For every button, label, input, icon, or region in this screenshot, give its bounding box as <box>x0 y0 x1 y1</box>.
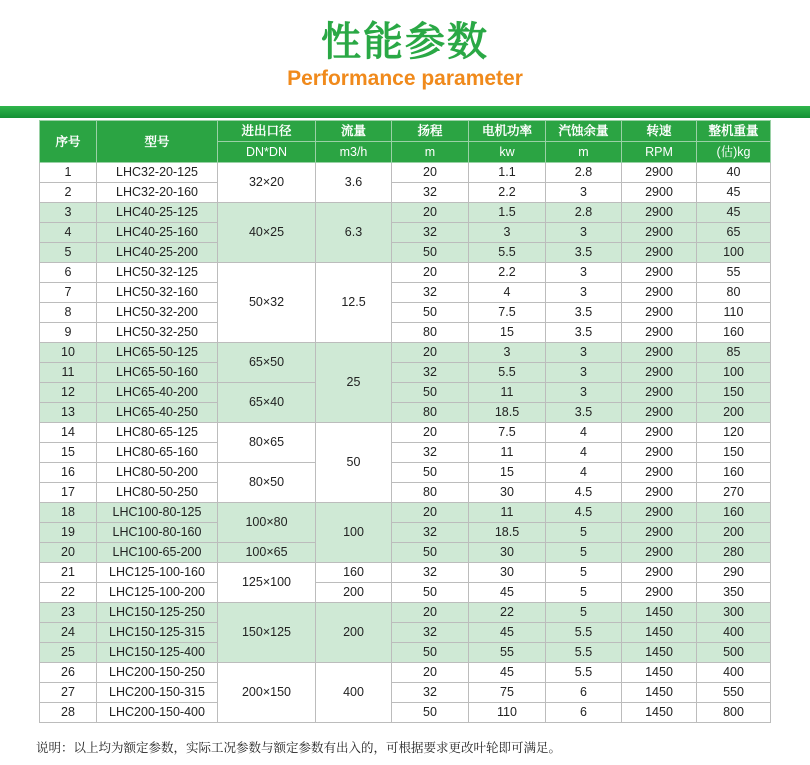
table-row <box>40 543 771 563</box>
cell-head: 32 <box>392 363 469 383</box>
cell-model: LHC32-20-160 <box>97 183 218 203</box>
cell-weight: 40 <box>697 163 771 183</box>
header-model: 型号 <box>97 121 218 163</box>
cell-npsh: 5.5 <box>546 623 622 643</box>
cell-seq: 24 <box>40 623 97 643</box>
table-row <box>40 203 771 223</box>
cell-power: 15 <box>469 463 546 483</box>
cell-speed: 2900 <box>622 283 697 303</box>
cell-port: 65×40 <box>218 383 316 423</box>
cell-speed: 2900 <box>622 483 697 503</box>
cell-head: 80 <box>392 483 469 503</box>
cell-speed: 1450 <box>622 623 697 643</box>
table-row <box>40 703 771 723</box>
header-speed-unit: RPM <box>622 142 697 163</box>
header-speed: 转速 <box>622 121 697 142</box>
header-weight-unit: (估)kg <box>697 142 771 163</box>
cell-speed: 2900 <box>622 463 697 483</box>
table-row <box>40 603 771 623</box>
cell-speed: 2900 <box>622 323 697 343</box>
cell-power: 55 <box>469 643 546 663</box>
cell-seq: 11 <box>40 363 97 383</box>
cell-seq: 5 <box>40 243 97 263</box>
cell-head: 32 <box>392 183 469 203</box>
cell-model: LHC125-100-160 <box>97 563 218 583</box>
cell-model: LHC150-125-315 <box>97 623 218 643</box>
cell-port: 100×80 <box>218 503 316 543</box>
cell-npsh: 5 <box>546 603 622 623</box>
cell-power: 15 <box>469 323 546 343</box>
cell-weight: 270 <box>697 483 771 503</box>
cell-weight: 550 <box>697 683 771 703</box>
cell-power: 7.5 <box>469 303 546 323</box>
cell-seq: 3 <box>40 203 97 223</box>
cell-speed: 2900 <box>622 203 697 223</box>
cell-npsh: 2.8 <box>546 203 622 223</box>
cell-power: 3 <box>469 223 546 243</box>
cell-power: 22 <box>469 603 546 623</box>
cell-head: 50 <box>392 303 469 323</box>
cell-power: 5.5 <box>469 363 546 383</box>
cell-head: 20 <box>392 343 469 363</box>
cell-flow: 160 <box>316 563 392 583</box>
cell-model: LHC65-40-200 <box>97 383 218 403</box>
cell-speed: 1450 <box>622 643 697 663</box>
cell-model: LHC125-100-200 <box>97 583 218 603</box>
header-power: 电机功率 <box>469 121 546 142</box>
cell-model: LHC100-80-125 <box>97 503 218 523</box>
cell-model: LHC80-50-250 <box>97 483 218 503</box>
cell-npsh: 4 <box>546 443 622 463</box>
cell-power: 11 <box>469 383 546 403</box>
cell-weight: 150 <box>697 443 771 463</box>
cell-npsh: 5 <box>546 563 622 583</box>
table-row <box>40 423 771 443</box>
cell-weight: 200 <box>697 523 771 543</box>
cell-seq: 17 <box>40 483 97 503</box>
cell-port: 80×65 <box>218 423 316 463</box>
cell-speed: 2900 <box>622 423 697 443</box>
cell-model: LHC150-125-400 <box>97 643 218 663</box>
cell-power: 18.5 <box>469 523 546 543</box>
cell-model: LHC200-150-250 <box>97 663 218 683</box>
cell-seq: 25 <box>40 643 97 663</box>
cell-head: 50 <box>392 463 469 483</box>
table-row <box>40 503 771 523</box>
footnote: 说明：以上均为额定参数，实际工况参数与额定参数有出入的，可根据要求更改叶轮即可满足。 <box>36 740 562 755</box>
cell-power: 30 <box>469 483 546 503</box>
cell-power: 18.5 <box>469 403 546 423</box>
cell-npsh: 6 <box>546 683 622 703</box>
cell-head: 50 <box>392 243 469 263</box>
cell-head: 20 <box>392 603 469 623</box>
cell-flow: 50 <box>316 423 392 503</box>
cell-seq: 8 <box>40 303 97 323</box>
cell-weight: 65 <box>697 223 771 243</box>
cell-head: 32 <box>392 623 469 643</box>
cell-npsh: 5 <box>546 543 622 563</box>
cell-weight: 160 <box>697 323 771 343</box>
cell-seq: 2 <box>40 183 97 203</box>
cell-npsh: 5.5 <box>546 663 622 683</box>
header-npsh: 汽蚀余量 <box>546 121 622 142</box>
cell-speed: 2900 <box>622 523 697 543</box>
cell-port: 32×20 <box>218 163 316 203</box>
cell-flow: 25 <box>316 343 392 423</box>
cell-speed: 2900 <box>622 263 697 283</box>
cell-weight: 160 <box>697 463 771 483</box>
cell-power: 2.2 <box>469 263 546 283</box>
cell-head: 20 <box>392 503 469 523</box>
cell-head: 50 <box>392 383 469 403</box>
table-row <box>40 683 771 703</box>
cell-head: 80 <box>392 323 469 343</box>
cell-head: 20 <box>392 163 469 183</box>
cell-model: LHC65-50-160 <box>97 363 218 383</box>
cell-power: 5.5 <box>469 243 546 263</box>
cell-npsh: 3 <box>546 363 622 383</box>
cell-seq: 19 <box>40 523 97 543</box>
cell-head: 32 <box>392 523 469 543</box>
cell-weight: 290 <box>697 563 771 583</box>
cell-weight: 110 <box>697 303 771 323</box>
cell-speed: 2900 <box>622 543 697 563</box>
cell-speed: 2900 <box>622 563 697 583</box>
table-row <box>40 183 771 203</box>
cell-seq: 26 <box>40 663 97 683</box>
cell-head: 50 <box>392 643 469 663</box>
table-row <box>40 523 771 543</box>
table-row <box>40 443 771 463</box>
cell-speed: 2900 <box>622 183 697 203</box>
cell-port: 100×65 <box>218 543 316 563</box>
cell-seq: 22 <box>40 583 97 603</box>
cell-model: LHC65-50-125 <box>97 343 218 363</box>
header-port: 进出口径 <box>218 121 316 142</box>
cell-head: 20 <box>392 423 469 443</box>
cell-power: 7.5 <box>469 423 546 443</box>
cell-port: 50×32 <box>218 263 316 343</box>
cell-npsh: 3.5 <box>546 403 622 423</box>
table-row <box>40 623 771 643</box>
cell-head: 80 <box>392 403 469 423</box>
cell-model: LHC50-32-250 <box>97 323 218 343</box>
cell-power: 45 <box>469 663 546 683</box>
cell-power: 3 <box>469 343 546 363</box>
cell-seq: 27 <box>40 683 97 703</box>
cell-npsh: 3 <box>546 223 622 243</box>
cell-weight: 45 <box>697 203 771 223</box>
cell-model: LHC50-32-125 <box>97 263 218 283</box>
cell-power: 2.2 <box>469 183 546 203</box>
cell-head: 50 <box>392 583 469 603</box>
cell-flow: 3.6 <box>316 163 392 203</box>
cell-port: 65×50 <box>218 343 316 383</box>
cell-model: LHC50-32-160 <box>97 283 218 303</box>
cell-weight: 400 <box>697 623 771 643</box>
table-row <box>40 263 771 283</box>
cell-seq: 12 <box>40 383 97 403</box>
cell-npsh: 3 <box>546 283 622 303</box>
cell-speed: 2900 <box>622 223 697 243</box>
table-row <box>40 403 771 423</box>
cell-model: LHC200-150-315 <box>97 683 218 703</box>
table-row <box>40 663 771 683</box>
header-head-unit: m <box>392 142 469 163</box>
cell-npsh: 3.5 <box>546 323 622 343</box>
cell-model: LHC40-25-160 <box>97 223 218 243</box>
cell-power: 11 <box>469 503 546 523</box>
cell-speed: 1450 <box>622 603 697 623</box>
cell-npsh: 3 <box>546 343 622 363</box>
cell-head: 32 <box>392 563 469 583</box>
header-power-unit: kw <box>469 142 546 163</box>
page-subtitle: Performance parameter <box>287 67 523 90</box>
cell-speed: 2900 <box>622 303 697 323</box>
cell-head: 32 <box>392 683 469 703</box>
cell-npsh: 4.5 <box>546 483 622 503</box>
cell-power: 75 <box>469 683 546 703</box>
table-row <box>40 223 771 243</box>
cell-model: LHC32-20-125 <box>97 163 218 183</box>
header-head: 扬程 <box>392 121 469 142</box>
cell-npsh: 4 <box>546 423 622 443</box>
cell-seq: 18 <box>40 503 97 523</box>
cell-model: LHC40-25-125 <box>97 203 218 223</box>
table-row <box>40 583 771 603</box>
cell-npsh: 3 <box>546 183 622 203</box>
header-flow: 流量 <box>316 121 392 142</box>
page-title: 性能参数 <box>321 19 489 65</box>
cell-npsh: 3 <box>546 383 622 403</box>
cell-model: LHC50-32-200 <box>97 303 218 323</box>
cell-model: LHC200-150-400 <box>97 703 218 723</box>
cell-seq: 28 <box>40 703 97 723</box>
table-row <box>40 283 771 303</box>
cell-seq: 14 <box>40 423 97 443</box>
cell-flow: 100 <box>316 503 392 563</box>
cell-head: 20 <box>392 263 469 283</box>
table-row <box>40 163 771 183</box>
cell-seq: 9 <box>40 323 97 343</box>
cell-head: 20 <box>392 203 469 223</box>
cell-npsh: 3 <box>546 263 622 283</box>
cell-speed: 1450 <box>622 663 697 683</box>
cell-model: LHC80-65-125 <box>97 423 218 443</box>
cell-head: 32 <box>392 283 469 303</box>
cell-power: 11 <box>469 443 546 463</box>
cell-seq: 7 <box>40 283 97 303</box>
cell-power: 1.1 <box>469 163 546 183</box>
cell-speed: 1450 <box>622 703 697 723</box>
cell-flow: 6.3 <box>316 203 392 263</box>
cell-weight: 55 <box>697 263 771 283</box>
cell-flow: 400 <box>316 663 392 723</box>
table-row <box>40 363 771 383</box>
cell-port: 150×125 <box>218 603 316 663</box>
cell-speed: 2900 <box>622 383 697 403</box>
header-flow-unit: m3/h <box>316 142 392 163</box>
cell-model: LHC40-25-200 <box>97 243 218 263</box>
cell-head: 32 <box>392 443 469 463</box>
cell-seq: 16 <box>40 463 97 483</box>
cell-weight: 120 <box>697 423 771 443</box>
performance-table <box>39 120 771 723</box>
table-row <box>40 383 771 403</box>
cell-npsh: 6 <box>546 703 622 723</box>
cell-weight: 500 <box>697 643 771 663</box>
cell-weight: 200 <box>697 403 771 423</box>
cell-seq: 15 <box>40 443 97 463</box>
cell-npsh: 2.8 <box>546 163 622 183</box>
table-row <box>40 243 771 263</box>
cell-speed: 2900 <box>622 343 697 363</box>
cell-speed: 2900 <box>622 243 697 263</box>
cell-seq: 21 <box>40 563 97 583</box>
cell-power: 1.5 <box>469 203 546 223</box>
cell-flow: 200 <box>316 603 392 663</box>
cell-speed: 2900 <box>622 363 697 383</box>
cell-seq: 13 <box>40 403 97 423</box>
cell-npsh: 5 <box>546 523 622 543</box>
cell-power: 110 <box>469 703 546 723</box>
cell-weight: 350 <box>697 583 771 603</box>
cell-model: LHC80-65-160 <box>97 443 218 463</box>
cell-power: 30 <box>469 543 546 563</box>
cell-seq: 20 <box>40 543 97 563</box>
cell-head: 20 <box>392 663 469 683</box>
cell-model: LHC100-65-200 <box>97 543 218 563</box>
cell-weight: 150 <box>697 383 771 403</box>
cell-npsh: 4 <box>546 463 622 483</box>
cell-seq: 10 <box>40 343 97 363</box>
table-row <box>40 563 771 583</box>
cell-port: 200×150 <box>218 663 316 723</box>
cell-speed: 2900 <box>622 443 697 463</box>
cell-npsh: 5 <box>546 583 622 603</box>
header-npsh-unit: m <box>546 142 622 163</box>
cell-weight: 80 <box>697 283 771 303</box>
cell-speed: 2900 <box>622 583 697 603</box>
cell-flow: 12.5 <box>316 263 392 343</box>
cell-flow: 200 <box>316 583 392 603</box>
table-row <box>40 463 771 483</box>
cell-model: LHC150-125-250 <box>97 603 218 623</box>
cell-model: LHC100-80-160 <box>97 523 218 543</box>
cell-weight: 160 <box>697 503 771 523</box>
cell-npsh: 3.5 <box>546 243 622 263</box>
cell-speed: 2900 <box>622 163 697 183</box>
cell-npsh: 3.5 <box>546 303 622 323</box>
cell-model: LHC80-50-200 <box>97 463 218 483</box>
table-row <box>40 483 771 503</box>
cell-power: 30 <box>469 563 546 583</box>
cell-weight: 100 <box>697 363 771 383</box>
cell-weight: 45 <box>697 183 771 203</box>
cell-weight: 800 <box>697 703 771 723</box>
cell-weight: 300 <box>697 603 771 623</box>
header-weight: 整机重量 <box>697 121 771 142</box>
cell-seq: 4 <box>40 223 97 243</box>
cell-head: 32 <box>392 223 469 243</box>
cell-npsh: 4.5 <box>546 503 622 523</box>
cell-seq: 23 <box>40 603 97 623</box>
cell-power: 4 <box>469 283 546 303</box>
cell-weight: 400 <box>697 663 771 683</box>
table-body <box>40 163 771 723</box>
cell-weight: 100 <box>697 243 771 263</box>
header-port-unit: DN*DN <box>218 142 316 163</box>
title-divider <box>0 106 810 118</box>
cell-seq: 6 <box>40 263 97 283</box>
cell-model: LHC65-40-250 <box>97 403 218 423</box>
cell-power: 45 <box>469 623 546 643</box>
table-row <box>40 303 771 323</box>
cell-speed: 2900 <box>622 503 697 523</box>
table-row <box>40 643 771 663</box>
cell-weight: 85 <box>697 343 771 363</box>
cell-head: 50 <box>392 543 469 563</box>
cell-head: 50 <box>392 703 469 723</box>
cell-port: 40×25 <box>218 203 316 263</box>
cell-npsh: 5.5 <box>546 643 622 663</box>
cell-speed: 1450 <box>622 683 697 703</box>
cell-weight: 280 <box>697 543 771 563</box>
cell-seq: 1 <box>40 163 97 183</box>
cell-speed: 2900 <box>622 403 697 423</box>
cell-port: 80×50 <box>218 463 316 503</box>
table-row <box>40 343 771 363</box>
cell-port: 125×100 <box>218 563 316 603</box>
table-row <box>40 323 771 343</box>
cell-power: 45 <box>469 583 546 603</box>
header-seq: 序号 <box>40 121 97 163</box>
